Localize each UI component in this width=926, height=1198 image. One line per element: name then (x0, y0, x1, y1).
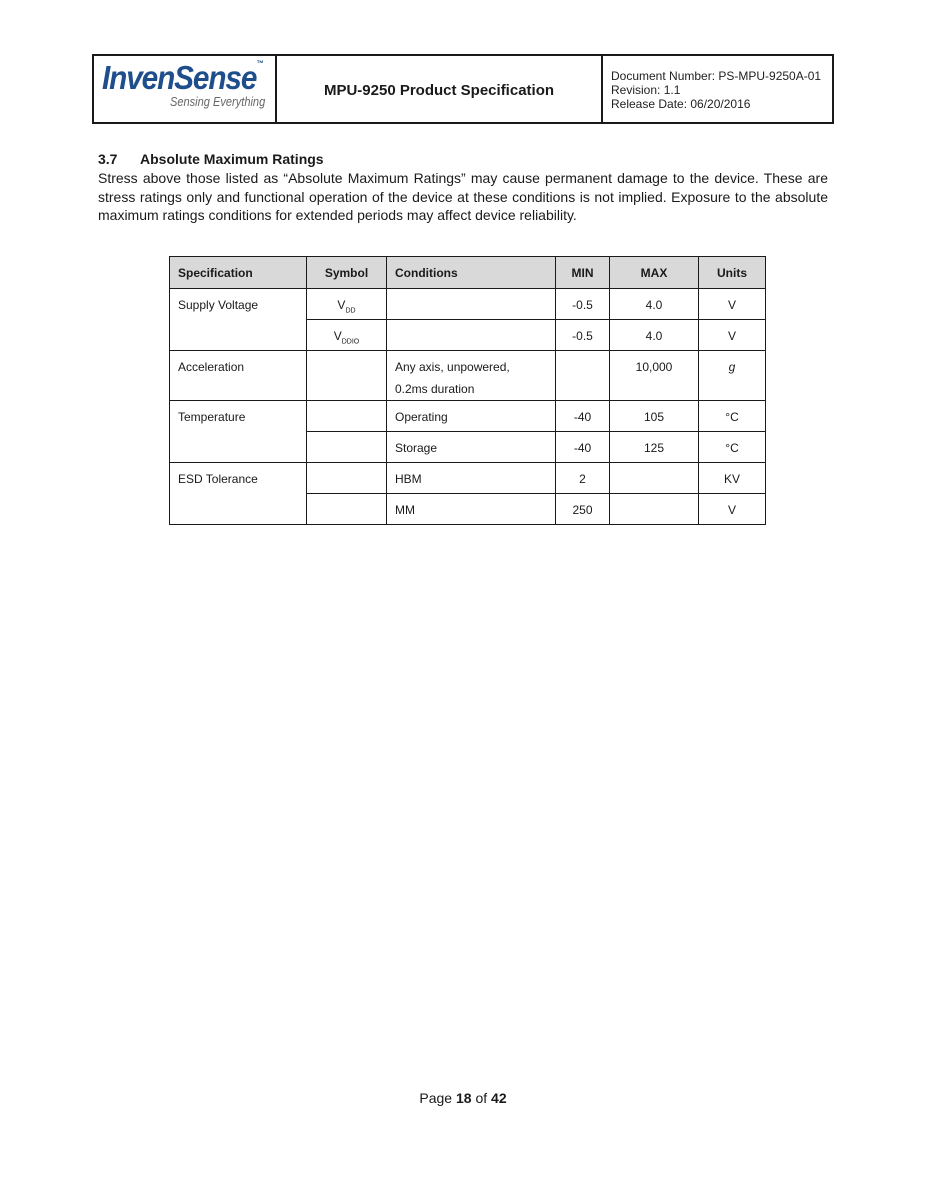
col-header-min: MIN (556, 257, 610, 289)
cell-conditions (387, 289, 556, 320)
table-row (170, 401, 766, 432)
cell-symbol: $V_{DD}$ (307, 289, 387, 320)
document-number: Document Number: PS-MPU-9250A-01 (611, 69, 822, 83)
logo-wordmark: InvenSense™ (102, 59, 264, 96)
cell-conditions (387, 320, 556, 351)
document-title: MPU-9250 Product Specification (277, 56, 603, 122)
logo-tagline: Sensing Everything (170, 94, 266, 109)
release-date: Release Date: 06/20/2016 (611, 97, 751, 111)
cell-symbol (307, 401, 387, 432)
table-header-row (170, 257, 766, 289)
cell-min: -40 (556, 432, 610, 463)
cell-max: 10,000 (610, 351, 699, 401)
table-row (170, 289, 766, 320)
document-header (92, 54, 834, 124)
cell-max: 125 (610, 432, 699, 463)
cell-spec: Temperature (170, 401, 307, 463)
revision: Revision: 1.1 (611, 83, 681, 97)
cell-spec: Supply Voltage (170, 289, 307, 351)
cell-units: V (699, 289, 766, 320)
cell-max: 105 (610, 401, 699, 432)
cell-symbol (307, 351, 387, 401)
cell-max: 4.0 (610, 289, 699, 320)
section-title: Absolute Maximum Ratings (140, 151, 324, 167)
col-header-specification: Specification (170, 257, 307, 289)
cell-symbol (307, 494, 387, 525)
cell-units: °C (699, 401, 766, 432)
cell-max (610, 494, 699, 525)
cell-units: g (699, 351, 766, 401)
col-header-conditions: Conditions (387, 257, 556, 289)
cell-units: °C (699, 432, 766, 463)
cell-min: -0.5 (556, 289, 610, 320)
cell-units: V (699, 320, 766, 351)
col-header-units: Units (699, 257, 766, 289)
section-body: Stress above those listed as “Absolute Maximum Ratings” may cause permanent damage to the device. These are stress ratings only and functional operation of the device at these conditions is not implied. Exposure to the absolute maximum ratings conditions for extended periods may affect device reliability. (98, 170, 828, 223)
cell-min: -40 (556, 401, 610, 432)
col-header-symbol: Symbol (307, 257, 387, 289)
cell-spec: ESD Tolerance (170, 463, 307, 525)
cell-spec: Acceleration (170, 351, 307, 401)
document-meta (603, 56, 832, 122)
cell-symbol (307, 463, 387, 494)
cell-max (610, 463, 699, 494)
col-header-max: MAX (610, 257, 699, 289)
cell-min: -0.5 (556, 320, 610, 351)
cell-conditions: Storage (387, 432, 556, 463)
cell-symbol: $V_{DDIO}$ (307, 320, 387, 351)
cell-units: V (699, 494, 766, 525)
page-total: 42 (491, 1090, 507, 1106)
cell-max: 4.0 (610, 320, 699, 351)
cell-conditions: Operating (387, 401, 556, 432)
table-row (170, 463, 766, 494)
table-row (170, 351, 766, 401)
cell-min (556, 351, 610, 401)
page-number: 18 (455, 1090, 472, 1106)
company-logo (94, 56, 277, 122)
cell-units: KV (699, 463, 766, 494)
section-heading (98, 151, 324, 167)
cell-conditions: Any axis, unpowered, 0.2ms duration (387, 351, 556, 401)
cell-conditions: MM (387, 494, 556, 525)
cell-min: 250 (556, 494, 610, 525)
absolute-max-ratings-table (169, 256, 766, 525)
cell-conditions: HBM (387, 463, 556, 494)
page-footer: Page 18 of 42 (419, 1090, 507, 1106)
cell-symbol (307, 432, 387, 463)
section-number: 3.7 (98, 151, 118, 167)
cell-min: 2 (556, 463, 610, 494)
